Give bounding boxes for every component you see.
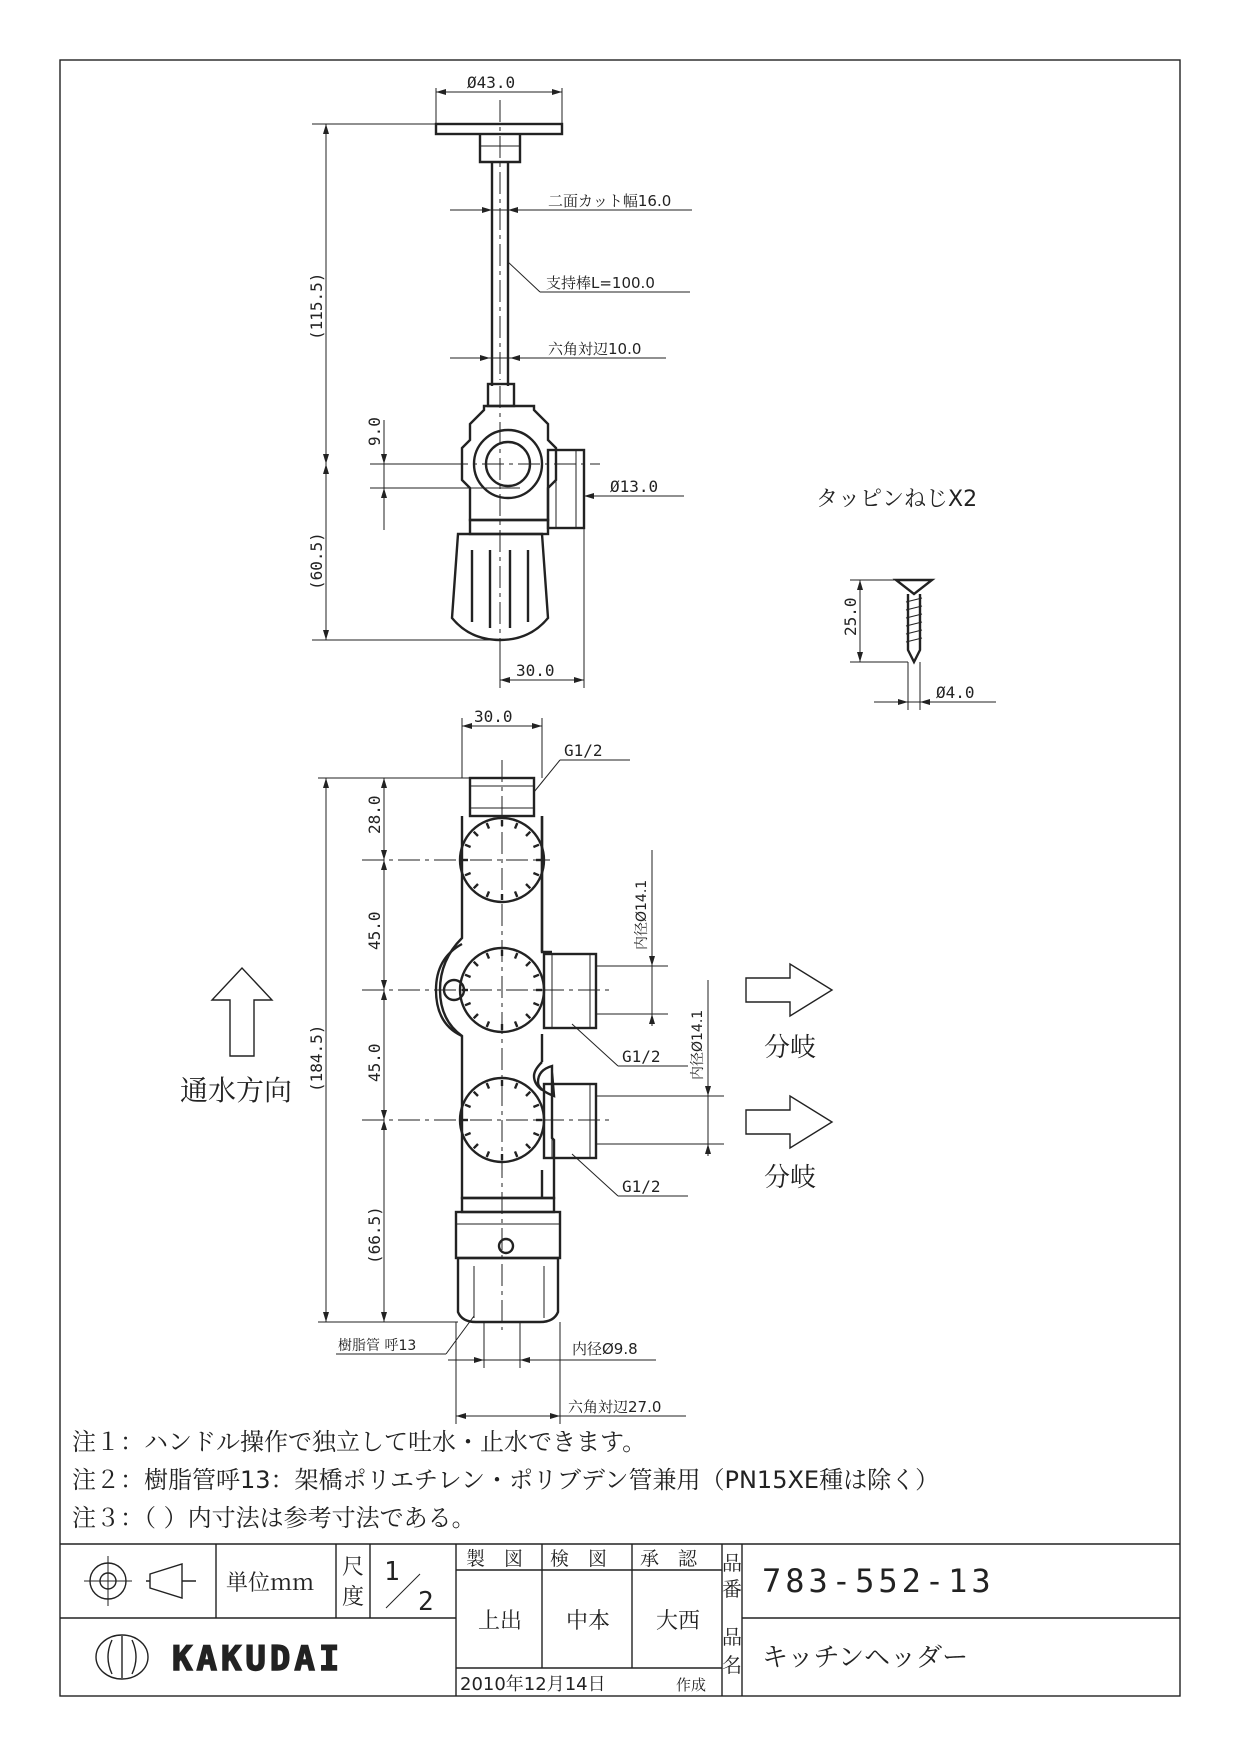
- note-3: 注３：（ ）内寸法は参考寸法である。: [72, 1504, 476, 1532]
- dim-width-30-front: 30.0: [474, 707, 513, 726]
- kakudai-logo: [96, 1635, 343, 1679]
- dim-inner-9-8: 内径Ø9.8: [572, 1340, 638, 1358]
- name-label-1: 品: [722, 1625, 742, 1649]
- product-name: キッチンヘッダー: [762, 1643, 969, 1673]
- flow-direction-arrow: [212, 968, 272, 1056]
- handle-grip-rib: [533, 1003, 539, 1005]
- handle-grip-rib: [515, 953, 517, 959]
- thread-g12-top: G1/2: [564, 741, 603, 760]
- handle-grip-rib: [526, 1144, 530, 1148]
- front-view: [180, 707, 832, 1424]
- handle-grip-rib: [526, 884, 530, 888]
- handle-grip-rib: [474, 1144, 478, 1148]
- handle-grip-rib: [526, 1014, 530, 1018]
- dim-two-face-cut: 二面カット幅16.0: [548, 192, 672, 210]
- handle-grip-rib: [474, 832, 478, 836]
- dim-diameter-13: Ø13.0: [610, 477, 659, 496]
- dim-9: 9.0: [365, 417, 384, 446]
- handle-grip-rib: [487, 1021, 489, 1027]
- dim-width-30-side: 30.0: [516, 661, 555, 680]
- brand-wordmark: KAKUDAI: [172, 1639, 344, 1679]
- branch-label-1: 分岐: [764, 1033, 817, 1063]
- handle-grip-rib: [526, 832, 530, 836]
- handle-grip-rib: [515, 1021, 517, 1027]
- approved-by: 大西: [656, 1609, 701, 1634]
- dim-support-rod: 支持棒L=100.0: [546, 274, 655, 292]
- screw-label: タッピンねじX2: [816, 487, 978, 512]
- handle-grip-rib: [465, 975, 471, 977]
- handle-grip-rib: [487, 1151, 489, 1157]
- drawn-by: 上出: [478, 1609, 523, 1634]
- flow-direction-label: 通水方向: [180, 1074, 293, 1107]
- name-label-2: 名: [722, 1653, 742, 1677]
- handle-grip-rib: [465, 1003, 471, 1005]
- approved-header: 承 認: [640, 1548, 698, 1570]
- handle-grip-rib: [465, 1105, 471, 1107]
- screw-length: 25.0: [841, 597, 860, 636]
- handle-grip-rib: [465, 873, 471, 875]
- part-no-label-2: 番: [722, 1577, 742, 1601]
- handle-grip-rib: [465, 1133, 471, 1135]
- dim-hex-27: 六角対辺27.0: [568, 1398, 662, 1416]
- dim-45-a: 45.0: [365, 911, 384, 950]
- drawn-header: 製 図: [466, 1548, 524, 1570]
- handle-grip-rib: [533, 975, 539, 977]
- handle-grip-rib: [533, 1105, 539, 1107]
- title-block: [60, 1544, 1180, 1696]
- side-view: [307, 73, 692, 688]
- unit-label: 単位ｍｍ: [226, 1571, 315, 1596]
- dim-184: (184.5): [307, 1024, 326, 1092]
- tapping-screw: [816, 487, 996, 710]
- handle-grip-rib: [487, 1083, 489, 1089]
- dim-hex-10: 六角対辺10.0: [548, 340, 642, 358]
- handle-grip-rib: [526, 1092, 530, 1096]
- screw-diameter: Ø4.0: [936, 683, 975, 702]
- note-1: 注１：ハンドル操作で独立して吐水・止水できます。: [72, 1428, 647, 1456]
- handle-grip-rib: [487, 823, 489, 829]
- handle-grip-rib: [465, 845, 471, 847]
- notes: [72, 1428, 939, 1532]
- dim-28: 28.0: [365, 795, 384, 834]
- handle-grip-rib: [474, 884, 478, 888]
- handle-grip-rib: [487, 891, 489, 897]
- lower-hex: [456, 1212, 560, 1258]
- branch-arrow-1: [746, 964, 832, 1016]
- scale-label-1: 尺: [342, 1555, 365, 1580]
- thread-g12-low: G1/2: [622, 1177, 661, 1196]
- handle-grip-rib: [533, 873, 539, 875]
- part-no-label-1: 品: [722, 1551, 742, 1575]
- handle-grip-rib: [533, 845, 539, 847]
- branch-label-2: 分岐: [764, 1163, 817, 1193]
- dim-top-diameter: Ø43.0: [467, 73, 516, 92]
- note-2: 注２：樹脂管呼13：架橋ポリエチレン・ポリブデン管兼用（PN15XE種は除く）: [72, 1466, 940, 1494]
- resin-pipe-label: 樹脂管 呼13: [338, 1338, 417, 1354]
- dim-inner-14-a: 内径Ø14.1: [634, 879, 650, 950]
- checked-by: 中本: [566, 1609, 611, 1634]
- handle-grip-rib: [515, 1083, 517, 1089]
- resin-pipe-nut: [458, 1258, 558, 1322]
- handle-grip-rib: [515, 823, 517, 829]
- scale-denominator: 2: [418, 1587, 434, 1617]
- outlet-nipple: [548, 450, 584, 528]
- dim-115: (115.5): [307, 272, 326, 340]
- created-label: 作成: [676, 1676, 707, 1694]
- checked-header: 検 図: [550, 1548, 608, 1570]
- handle-grip-rib: [515, 1151, 517, 1157]
- created-date: 2010年12月14日: [460, 1674, 606, 1695]
- handle-grip-rib: [526, 962, 530, 966]
- handle-grip-rib: [515, 891, 517, 897]
- handle-grip-rib: [474, 1092, 478, 1096]
- handle-grip-rib: [487, 953, 489, 959]
- scale-label-2: 度: [342, 1585, 365, 1610]
- handle-grip-rib: [474, 962, 478, 966]
- handle-grip-rib: [533, 1133, 539, 1135]
- part-number: 783-552-13: [762, 1562, 995, 1600]
- dim-inner-14-b: 内径Ø14.1: [690, 1009, 706, 1080]
- projection-symbol: [84, 1556, 196, 1606]
- scale-numerator: 1: [384, 1557, 400, 1587]
- mount-plate: [436, 124, 562, 134]
- dim-45-b: 45.0: [365, 1043, 384, 1082]
- thread-g12-mid: G1/2: [622, 1047, 661, 1066]
- branch-arrow-2: [746, 1096, 832, 1148]
- dim-60: (60.5): [307, 532, 326, 590]
- rod-hex: [488, 384, 514, 406]
- dim-66: (66.5): [365, 1206, 384, 1264]
- handle-grip-rib: [474, 1014, 478, 1018]
